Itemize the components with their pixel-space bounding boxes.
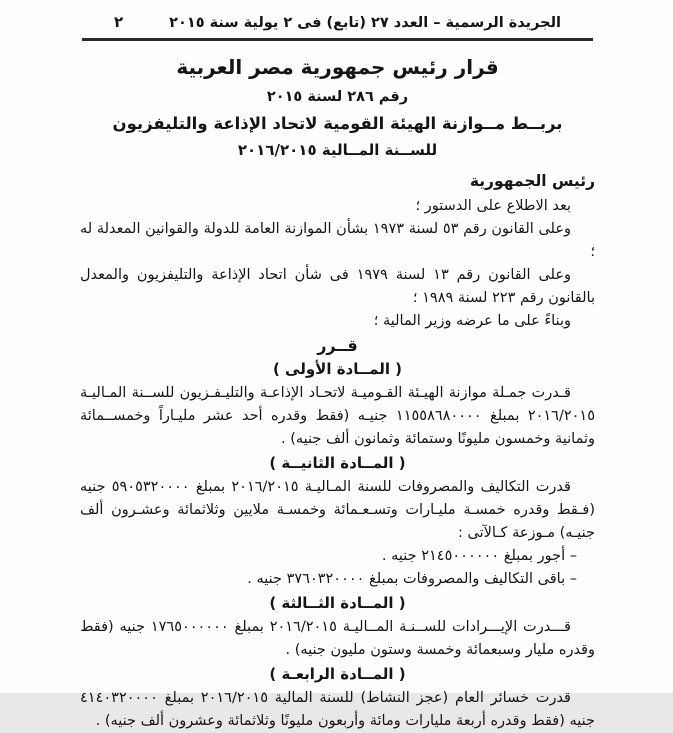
decree-title: قرار رئيس جمهورية مصر العربية [176,55,499,79]
issue-info: الجريدة الرسمية – العدد ٢٧ (تابع) فى ٢ يولية سنة ٢٠١٥ [169,15,562,31]
expense-item-wages: – أجور بمبلغ ٢١٤٥٠٠٠٠٠٠ جنيه . [381,548,577,564]
article-3-heading: ( المــادة الثــالثة ) [269,594,406,612]
preamble-finance-minister: وبناءً على ما عرضه وزير المالية ؛ [373,313,571,329]
decree-fiscal-year: للســنة المــالية ٢٠١٦/٢٠١٥ [237,141,438,159]
header-divider [82,38,593,41]
article-4-text: قدرت خسائر العام (عجز النشاط) للسنة المالية ٢٠١٦/٢٠١٥ بمبلغ ٤١٤٠٣٢٠٠٠٠ جنيه (فقط وقدره أربعة مليارات ومائة وأربعون مليونًا وثلاثمائة وعشرون ألف جنيه) . [80,690,595,729]
article-4-heading: ( المــادة الرابعـة ) [269,665,406,683]
decree-title-block [80,54,595,161]
page-header [80,13,595,41]
header-row [80,13,595,31]
article-2-heading: ( المــادة الثانيــة ) [269,454,406,472]
expense-item-other-costs: – باقى التكاليف والمصروفات بمبلغ ٣٧٦٠٣٢٠٠٠٠ جنيه . [247,571,577,587]
page-number: ٢ [114,13,124,31]
article-2-text: قدرت التكاليف والمصروفات للسنة المـاليـة ٢٠١٦/٢٠١٥ بمبلغ ٥٩٠٥٣٢٠٠٠٠ جنيه (فـقط وقدره خمسـة مليـارات وتسـعـمائة وخمسـة ملايين وثلاثمائة وعشـرون ألف جنيـه) مـوزعة كـالآتى : [80,479,595,541]
article-1-text: قـدرت جمـلة موازنة الهيـئة القـوميـة لاتحـاد الإذاعـة والتليـفـزيون للســنة المـاليـة ٢٠١٦/٢٠١٥ بمبلغ ١١٥٥٨٦٨٠٠٠٠ جنيـه (فقط وقدره أحد عشر مليـاراً وخمســمائة وثمانية وخمسون مليونًا وستمائة وثمانون ألف جنيه) . [80,385,596,447]
preamble-constitution: بعد الاطلاع على الدستور ؛ [415,198,571,214]
article-3-text: قـــدرت الإيـــرادات للســنـة المــاليـة ٢٠١٦/٢٠١٥ بمبلغ ١٧٦٥٠٠٠٠٠٠ جنيه (فقط وقدره مليار وسبعمائة وخمسة وستون مليون جنيه) . [80,619,595,658]
issuer-heading: رئيس الجمهورية [469,172,595,190]
preamble-law-53-1973: وعلى القانون رقم ٥٣ لسنة ١٩٧٣ بشأن الموازنة العامة للدولة والقوانين المعدلة له ؛ [80,221,595,260]
decree-word: قــرر [317,336,358,355]
decree-body [80,170,595,733]
decree-subject: بربــط مــوازنة الهيئة القومية لاتحاد الإذاعة والتليفزيون [112,114,563,133]
preamble-law-13-1979: وعلى القانون رقم ١٣ لسنة ١٩٧٩ فى شأن اتحاد الإذاعة والتليفزيون والمعدل بالقانون رقم ٢٢٣ لسنة ١٩٨٩ ؛ [80,267,595,306]
decree-number: رقم ٢٨٦ لسنة ٢٠١٥ [266,89,409,105]
article-1-heading: ( المــادة الأولى ) [272,360,403,378]
